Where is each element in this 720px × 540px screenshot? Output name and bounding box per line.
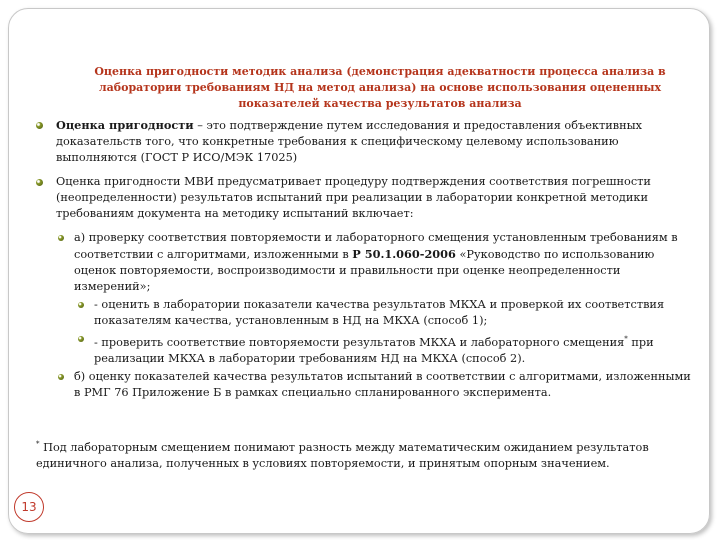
sub-a-text-before: а) проверку соответствия повторяемости и лабораторного смещения установленным требованиям в соответствии с алгоритмами, изложенными в xyxy=(74,231,678,261)
footnote-text: Под лабораторным смещением понимают разность между математическим ожиданием результатов единичного анализа, полученных в условиях повторяемости, и принятым опорным значением. xyxy=(36,440,649,470)
bullet-icon xyxy=(36,122,43,129)
assessment-text: Оценка пригодности МВИ предусматривает процедуру подтверждения соответствия погрешности (неопределенности) результатов испытаний при реализации в лаборатории конкретной методики требованиям документа на методику испытаний включает: xyxy=(56,175,651,220)
footnote-marker: * xyxy=(36,440,40,448)
bullet-icon xyxy=(78,302,84,308)
footnote xyxy=(36,436,700,472)
sub-item-a xyxy=(58,230,700,295)
bullet-icon xyxy=(58,374,64,380)
slide-number: 13 xyxy=(14,492,44,522)
sub-b-text: б) оценку показателей качества результатов испытаний в соответствии с алгоритмами, изложенными в РМГ 76 Приложение Б в рамках специально спланированного эксперимента. xyxy=(74,369,691,399)
sub-item-a2 xyxy=(78,331,700,367)
definition-term: Оценка пригодности xyxy=(56,118,194,132)
slide-title: Оценка пригодности методик анализа (демонстрация адекватности процесса анализа в лаборатории требованиям НД на метод анализа) на основе использования оцененных показателей качества результатов анализа xyxy=(94,65,666,110)
slide-content xyxy=(36,117,700,403)
sub-item-a1 xyxy=(78,297,700,329)
bullet-icon xyxy=(58,235,64,241)
sub-a1-text: - оценить в лаборатории показатели качества результатов МКХА и проверкой их соответствия показателям качества, установленным в НД на МКХА (способ 1); xyxy=(94,298,665,327)
bullet-icon xyxy=(36,179,43,186)
footnote-marker: * xyxy=(624,335,628,343)
sub-a-text-after: «Руководство по использованию оценок повторяемости, воспроизводимости и правильности при оценке неопределенности измерений»; xyxy=(74,248,655,293)
bullet-definition xyxy=(36,117,700,166)
sub-a2-text-after: при реализации МКХА в лаборатории требованиям НД на МКХА (способ 2). xyxy=(94,335,654,365)
sub-item-b xyxy=(58,369,700,401)
bullet-icon xyxy=(78,336,84,342)
sub-a2-text-before: - проверить соответствие повторяемости результатов МКХА и лабораторного смещения xyxy=(94,335,625,349)
definition-text: – это подтверждение путем исследования и предоставления объективных доказательств того, что конкретные требования к специфическому целевому использованию выполняются (ГОСТ Р ИСО/МЭК 17025) xyxy=(56,119,643,164)
bullet-assessment xyxy=(36,174,700,222)
sub-a-reference: Р 50.1.060-2006 xyxy=(352,247,456,261)
